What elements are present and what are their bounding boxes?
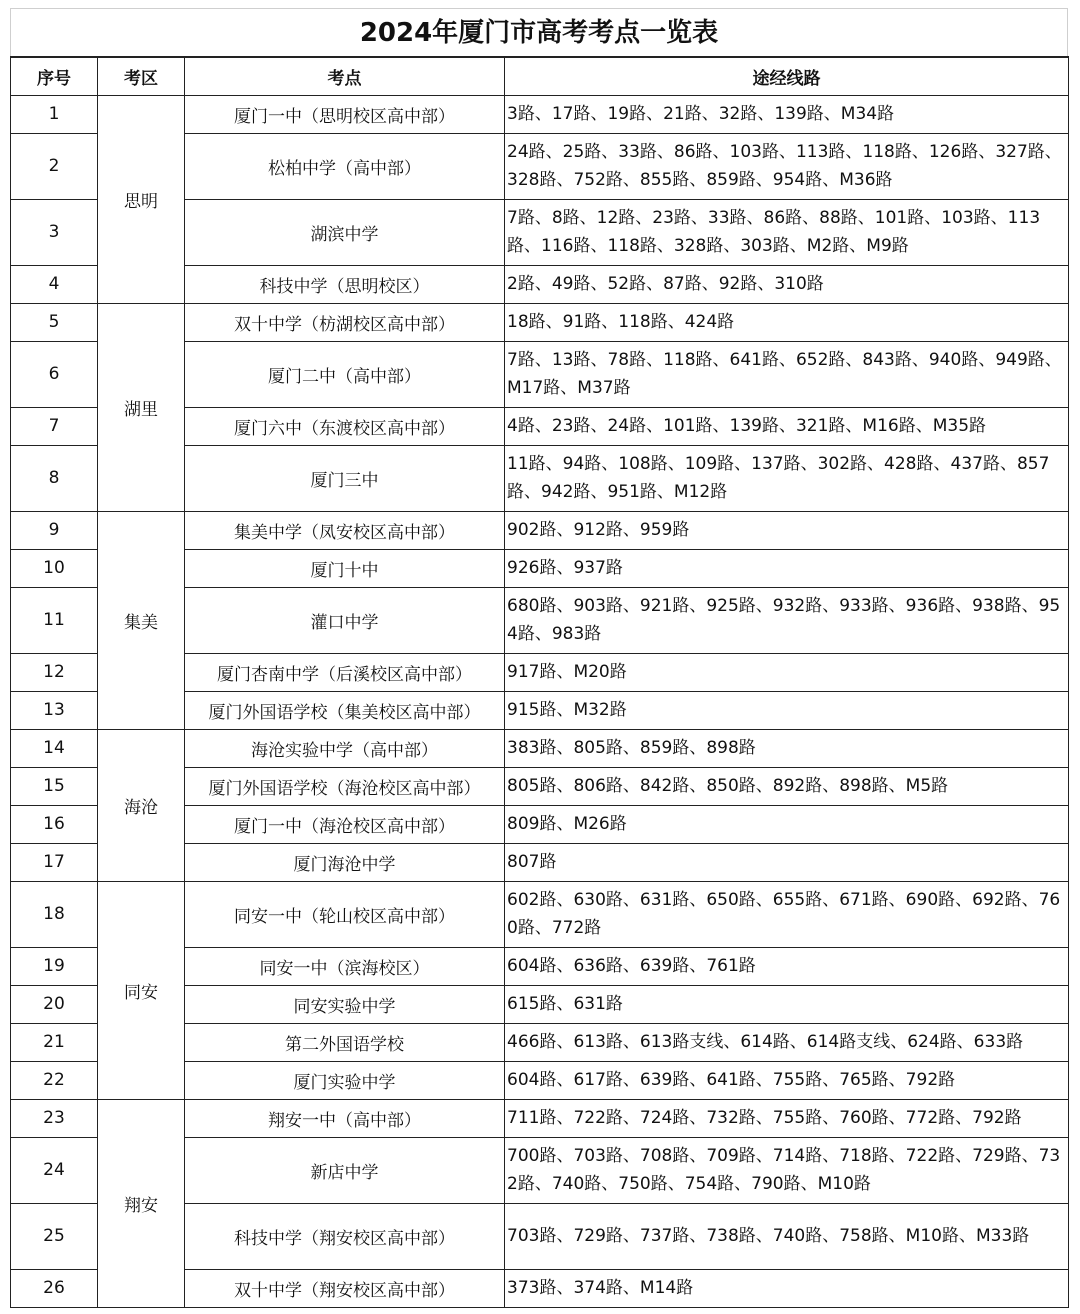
district-cell: 湖里 — [98, 303, 185, 511]
exam-site-cell: 同安一中（滨海校区） — [185, 947, 505, 985]
row-number: 8 — [11, 445, 98, 511]
bus-routes-cell: 11路、94路、108路、109路、137路、302路、428路、437路、857路、942路、951路、M12路 — [505, 445, 1069, 511]
exam-site-cell: 第二外国语学校 — [185, 1023, 505, 1061]
page-title: 2024年厦门市高考考点一览表 — [10, 8, 1068, 56]
row-number: 20 — [11, 985, 98, 1023]
exam-site-cell: 厦门外国语学校（海沧校区高中部） — [185, 767, 505, 805]
bus-routes-cell: 466路、613路、613路支线、614路、614路支线、624路、633路 — [505, 1023, 1069, 1061]
header-site: 考点 — [185, 57, 505, 95]
district-cell: 翔安 — [98, 1099, 185, 1307]
table-row — [11, 729, 1069, 767]
table-row — [11, 303, 1069, 341]
exam-site-cell: 同安一中（轮山校区高中部） — [185, 881, 505, 947]
bus-routes-cell: 604路、617路、639路、641路、755路、765路、792路 — [505, 1061, 1069, 1099]
exam-site-cell: 集美中学（凤安校区高中部） — [185, 511, 505, 549]
row-number: 21 — [11, 1023, 98, 1061]
row-number: 24 — [11, 1137, 98, 1203]
header-no: 序号 — [11, 57, 98, 95]
row-number: 7 — [11, 407, 98, 445]
bus-routes-cell: 7路、8路、12路、23路、33路、86路、88路、101路、103路、113路、116路、118路、328路、303路、M2路、M9路 — [505, 199, 1069, 265]
district-cell: 同安 — [98, 881, 185, 1099]
bus-routes-cell: 805路、806路、842路、850路、892路、898路、M5路 — [505, 767, 1069, 805]
bus-routes-cell: 915路、M32路 — [505, 691, 1069, 729]
exam-site-cell: 海沧实验中学（高中部） — [185, 729, 505, 767]
table-body — [11, 95, 1069, 1307]
bus-routes-cell: 809路、M26路 — [505, 805, 1069, 843]
district-cell: 集美 — [98, 511, 185, 729]
exam-site-cell: 同安实验中学 — [185, 985, 505, 1023]
exam-site-cell: 科技中学（翔安校区高中部） — [185, 1203, 505, 1269]
row-number: 15 — [11, 767, 98, 805]
exam-site-cell: 厦门二中（高中部） — [185, 341, 505, 407]
exam-site-cell: 厦门三中 — [185, 445, 505, 511]
exam-site-cell: 厦门海沧中学 — [185, 843, 505, 881]
exam-site-cell: 新店中学 — [185, 1137, 505, 1203]
bus-routes-cell: 703路、729路、737路、738路、740路、758路、M10路、M33路 — [505, 1203, 1069, 1269]
table-row — [11, 95, 1069, 133]
district-cell: 思明 — [98, 95, 185, 303]
bus-routes-cell: 3路、17路、19路、21路、32路、139路、M34路 — [505, 95, 1069, 133]
exam-site-cell: 厦门一中（海沧校区高中部） — [185, 805, 505, 843]
row-number: 22 — [11, 1061, 98, 1099]
row-number: 3 — [11, 199, 98, 265]
bus-routes-cell: 615路、631路 — [505, 985, 1069, 1023]
row-number: 17 — [11, 843, 98, 881]
header-routes: 途经线路 — [505, 57, 1069, 95]
bus-routes-cell: 902路、912路、959路 — [505, 511, 1069, 549]
row-number: 13 — [11, 691, 98, 729]
exam-site-cell: 厦门外国语学校（集美校区高中部） — [185, 691, 505, 729]
row-number: 12 — [11, 653, 98, 691]
bus-routes-cell: 383路、805路、859路、898路 — [505, 729, 1069, 767]
bus-routes-cell: 4路、23路、24路、101路、139路、321路、M16路、M35路 — [505, 407, 1069, 445]
bus-routes-cell: 24路、25路、33路、86路、103路、113路、118路、126路、327路、328路、752路、855路、859路、954路、M36路 — [505, 133, 1069, 199]
row-number: 10 — [11, 549, 98, 587]
exam-site-cell: 厦门六中（东渡校区高中部） — [185, 407, 505, 445]
bus-routes-cell: 18路、91路、118路、424路 — [505, 303, 1069, 341]
exam-site-cell: 松柏中学（高中部） — [185, 133, 505, 199]
row-number: 18 — [11, 881, 98, 947]
row-number: 25 — [11, 1203, 98, 1269]
exam-site-cell: 双十中学（枋湖校区高中部） — [185, 303, 505, 341]
row-number: 9 — [11, 511, 98, 549]
exam-site-cell: 厦门实验中学 — [185, 1061, 505, 1099]
bus-routes-cell: 604路、636路、639路、761路 — [505, 947, 1069, 985]
exam-site-cell: 厦门一中（思明校区高中部） — [185, 95, 505, 133]
row-number: 4 — [11, 265, 98, 303]
table-row — [11, 1099, 1069, 1137]
row-number: 23 — [11, 1099, 98, 1137]
district-cell: 海沧 — [98, 729, 185, 881]
row-number: 6 — [11, 341, 98, 407]
exam-site-cell: 灌口中学 — [185, 587, 505, 653]
bus-routes-cell: 602路、630路、631路、650路、655路、671路、690路、692路、760路、772路 — [505, 881, 1069, 947]
exam-site-cell: 翔安一中（高中部） — [185, 1099, 505, 1137]
table-row — [11, 511, 1069, 549]
row-number: 19 — [11, 947, 98, 985]
bus-routes-cell: 917路、M20路 — [505, 653, 1069, 691]
exam-site-cell: 科技中学（思明校区） — [185, 265, 505, 303]
bus-routes-cell: 807路 — [505, 843, 1069, 881]
bus-routes-cell: 680路、903路、921路、925路、932路、933路、936路、938路、954路、983路 — [505, 587, 1069, 653]
row-number: 2 — [11, 133, 98, 199]
row-number: 26 — [11, 1269, 98, 1307]
row-number: 11 — [11, 587, 98, 653]
row-number: 5 — [11, 303, 98, 341]
exam-sites-sheet — [10, 8, 1068, 1308]
exam-site-cell: 湖滨中学 — [185, 199, 505, 265]
bus-routes-cell: 926路、937路 — [505, 549, 1069, 587]
exam-site-cell: 双十中学（翔安校区高中部） — [185, 1269, 505, 1307]
bus-routes-cell: 2路、49路、52路、87路、92路、310路 — [505, 265, 1069, 303]
row-number: 14 — [11, 729, 98, 767]
bus-routes-cell: 700路、703路、708路、709路、714路、718路、722路、729路、732路、740路、750路、754路、790路、M10路 — [505, 1137, 1069, 1203]
row-number: 16 — [11, 805, 98, 843]
header-district: 考区 — [98, 57, 185, 95]
table-header — [11, 57, 1069, 95]
bus-routes-cell: 373路、374路、M14路 — [505, 1269, 1069, 1307]
table-row — [11, 881, 1069, 947]
bus-routes-cell: 711路、722路、724路、732路、755路、760路、772路、792路 — [505, 1099, 1069, 1137]
bus-routes-cell: 7路、13路、78路、118路、641路、652路、843路、940路、949路、M17路、M37路 — [505, 341, 1069, 407]
exam-site-cell: 厦门十中 — [185, 549, 505, 587]
exam-sites-table — [10, 56, 1069, 1308]
exam-site-cell: 厦门杏南中学（后溪校区高中部） — [185, 653, 505, 691]
row-number: 1 — [11, 95, 98, 133]
